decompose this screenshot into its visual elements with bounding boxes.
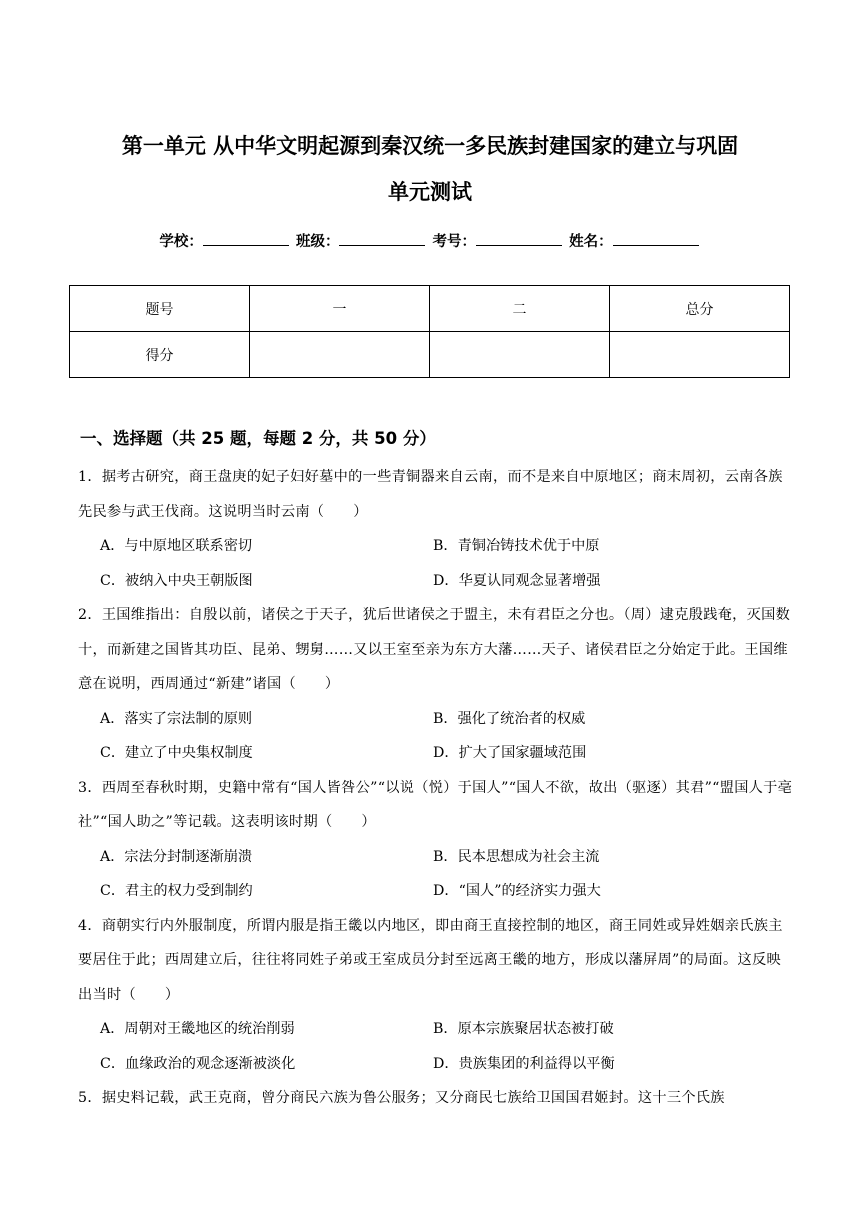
question-item	[78, 909, 794, 1082]
option-c[interactable]: C．建立了中央集权制度	[100, 745, 253, 761]
option-b[interactable]: B．原本宗族聚居状态被打破	[433, 1021, 614, 1037]
score-table	[69, 285, 790, 378]
question-item	[78, 460, 794, 598]
exam-title: 第一单元 从中华文明起源到秦汉统一多民族封建国家的建立与巩固	[121, 134, 739, 158]
class-blank[interactable]	[339, 231, 425, 246]
exam-subtitle: 单元测试	[388, 180, 472, 204]
option-group	[78, 840, 794, 909]
score-cell: 得分	[70, 332, 250, 378]
question-list	[78, 460, 794, 1116]
option-d[interactable]: D．贵族集团的利益得以平衡	[433, 1055, 615, 1072]
score-table-header-row	[70, 286, 790, 332]
school-label: 学校：	[159, 234, 203, 250]
question-item	[78, 1081, 794, 1116]
name-label: 姓名：	[569, 234, 613, 250]
score-entry-cell[interactable]	[430, 332, 610, 378]
question-item	[78, 598, 794, 771]
question-stem: 2．王国维指出：自殷以前，诸侯之于天子，犹后世诸侯之于盟主，未有君臣之分也。（周）逮克殷践奄，灭国数十，而新建之国皆其功臣、昆弟、甥舅……又以王室至亲为东方大藩……天子、诸侯君臣之分始定于此。王国维意在说明，西周通过“新建”诸国（ ）	[78, 607, 791, 692]
score-cell: 一	[250, 286, 430, 332]
question-stem: 1．据考古研究，商王盘庚的妃子妇好墓中的一些青铜器来自云南，而不是来自中原地区；商末周初，云南各族先民参与武王伐商。这说明当时云南（ ）	[78, 469, 783, 520]
section-heading: 一、选择题（共 25 题，每题 2 分，共 50 分）	[80, 429, 436, 448]
option-c[interactable]: C．血缘政治的观念逐渐被淡化	[100, 1055, 296, 1072]
option-d[interactable]: D．“国人”的经济实力强大	[433, 883, 601, 899]
option-c[interactable]: C．君主的权力受到制约	[100, 883, 253, 899]
score-cell: 题号	[70, 286, 250, 332]
option-b[interactable]: B．民本思想成为社会主流	[433, 848, 600, 865]
question-stem: 3．西周至春秋时期，史籍中常有“国人皆咎公”“以说（悦）于国人”“国人不欲，故出（驱逐）其君”“盟国人于亳社”“国人助之”等记载。这表明该时期（ ）	[78, 779, 793, 830]
score-entry-cell[interactable]	[610, 332, 790, 378]
option-group	[78, 1012, 794, 1081]
option-group	[78, 529, 794, 598]
option-d[interactable]: D．扩大了国家疆域范围	[433, 745, 587, 761]
student-info-line	[0, 230, 860, 251]
score-table-score-row	[70, 332, 790, 378]
score-cell: 二	[430, 286, 610, 332]
option-a[interactable]: A．周朝对王畿地区的统治削弱	[100, 1021, 295, 1037]
option-b[interactable]: B．强化了统治者的权威	[433, 710, 586, 727]
exam-number-blank[interactable]	[476, 231, 562, 246]
option-c[interactable]: C．被纳入中央王朝版图	[100, 572, 253, 589]
option-b[interactable]: B．青铜冶铸技术优于中原	[433, 538, 600, 554]
question-item	[78, 771, 794, 909]
score-cell: 总分	[610, 286, 790, 332]
name-blank[interactable]	[613, 231, 699, 246]
question-stem: 4．商朝实行内外服制度，所谓内服是指王畿以内地区，即由商王直接控制的地区，商王同姓或异姓姻亲氏族主要居住于此；西周建立后，往往将同姓子弟或王室成员分封至远离王畿的地方，形成以藩屏周”的局面。这反映出当时（ ）	[78, 917, 783, 1003]
option-d[interactable]: D．华夏认同观念显著增强	[433, 572, 601, 589]
class-label: 班级：	[295, 234, 340, 250]
school-blank[interactable]	[203, 231, 289, 246]
option-a[interactable]: A．与中原地区联系密切	[100, 538, 253, 554]
option-a[interactable]: A．落实了宗法制的原则	[100, 710, 253, 727]
question-stem: 5．据史料记载，武王克商，曾分商民六族为鲁公服务；又分商民七族给卫国国君姬封。这十三个氏族	[78, 1090, 725, 1106]
option-group	[78, 702, 794, 771]
option-a[interactable]: A．宗法分封制逐渐崩溃	[100, 848, 253, 865]
score-entry-cell[interactable]	[250, 332, 430, 378]
exam-number-label: 考号：	[432, 234, 477, 250]
